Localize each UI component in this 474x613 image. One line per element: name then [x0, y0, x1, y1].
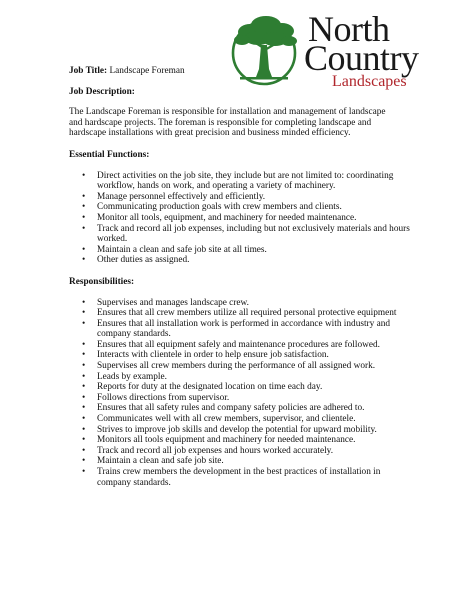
list-item-text: Maintain a clean and safe job site.	[97, 456, 224, 467]
list-item	[69, 213, 414, 224]
bullet-icon: •	[82, 371, 86, 382]
job-title-value: Landscape Foreman	[109, 66, 185, 76]
bullet-icon: •	[82, 403, 86, 414]
list-item-text: Ensures that all safety rules and company safety policies are adhered to.	[97, 403, 365, 414]
list-item-text: Communicates well with all crew members, supervisor, and clientele.	[97, 414, 356, 425]
bullet-icon: •	[82, 202, 86, 213]
list-item	[69, 192, 414, 203]
list-item	[69, 425, 414, 436]
list-item	[69, 319, 414, 340]
bullet-icon: •	[82, 297, 86, 308]
list-item-text: Track and record all job expenses, including but not exclusively materials and hours worked.	[97, 223, 410, 245]
list-item	[69, 308, 414, 319]
list-item-text: Trains crew members the development in the best practices of installation in company standards.	[97, 467, 381, 488]
list-item-text: Supervises and manages landscape crew.	[97, 297, 249, 308]
list-item-text: Reports for duty at the designated location on time each day.	[97, 382, 323, 393]
list-item	[69, 382, 414, 393]
list-item	[69, 298, 414, 309]
job-title-line	[69, 66, 414, 77]
list-item	[69, 414, 414, 425]
bullet-icon: •	[82, 424, 86, 435]
list-item-text: Manage personnel effectively and efficiently.	[97, 191, 266, 202]
list-item-text: Track and record all job expenses and hours worked accurately.	[97, 445, 334, 456]
list-item	[69, 361, 414, 372]
bullet-icon: •	[82, 191, 86, 202]
list-item-text: Follows directions from supervisor.	[97, 392, 230, 403]
bullet-icon: •	[82, 212, 86, 223]
list-item	[69, 467, 414, 488]
bullet-icon: •	[82, 350, 86, 361]
bullet-icon: •	[82, 392, 86, 403]
essential-functions-list	[69, 171, 414, 266]
list-item	[69, 202, 414, 213]
essential-functions-heading: Essential Functions:	[69, 149, 150, 160]
job-title-label: Job Title:	[69, 66, 108, 76]
list-item-text: Monitor all tools, equipment, and machinery for needed maintenance.	[97, 212, 357, 223]
list-item-text: Monitors all tools equipment and machinery for needed maintenance.	[97, 435, 356, 446]
list-item	[69, 446, 414, 457]
list-item	[69, 456, 414, 467]
job-description-heading: Job Description:	[69, 86, 135, 97]
list-item	[69, 403, 414, 414]
logo-company-name	[304, 9, 419, 78]
responsibilities-list	[69, 298, 414, 489]
list-item-text: Direct activities on the job site, they include but are not limited to: coordinating workflow, hands on work, and operating a variety of machinery.	[97, 170, 394, 192]
list-item	[69, 372, 414, 383]
bullet-icon: •	[82, 318, 86, 329]
list-item	[69, 435, 414, 446]
list-item-text: Leads by example.	[97, 371, 167, 382]
list-item-text: Other duties as assigned.	[97, 255, 190, 266]
bullet-icon: •	[82, 435, 86, 446]
bullet-icon: •	[82, 308, 86, 319]
bullet-icon: •	[82, 170, 86, 181]
bullet-icon: •	[82, 255, 86, 266]
list-item-text: Ensures that all crew members utilize all required personal protective equipment	[97, 308, 397, 319]
list-item-text: Strives to improve job skills and develop the potential for upward mobility.	[97, 424, 377, 435]
list-item	[69, 245, 414, 256]
list-item-text: Maintain a clean and safe job site at all times.	[97, 244, 267, 255]
bullet-icon: •	[82, 456, 86, 467]
bullet-icon: •	[82, 382, 86, 393]
list-item	[69, 393, 414, 404]
list-item-text: Ensures that all installation work is performed in accordance with industry and company standards.	[97, 318, 391, 340]
bullet-icon: •	[82, 467, 86, 477]
bullet-icon: •	[82, 445, 86, 456]
bullet-icon: •	[82, 361, 86, 372]
logo-subtitle: Landscapes	[332, 73, 407, 90]
bullet-icon: •	[82, 223, 86, 234]
logo-name-line2: Country	[304, 38, 419, 78]
list-item	[69, 171, 414, 192]
list-item-text: Interacts with clientele in order to help ensure job satisfaction.	[97, 350, 329, 361]
logo-name-line1: North	[308, 9, 390, 49]
list-item-text: Supervises all crew members during the performance of all assigned work.	[97, 361, 376, 372]
job-description-text: The Landscape Foreman is responsible for installation and management of landscape and hardscape projects. The foreman is responsible for completing landscape and hardscape installations with great precision and business minded efficiency.	[69, 107, 386, 139]
list-item-text: Communicating production goals with crew members and clients.	[97, 202, 342, 213]
bullet-icon: •	[82, 414, 86, 425]
responsibilities-heading: Responsibilities:	[69, 276, 135, 287]
bullet-icon: •	[82, 244, 86, 255]
list-item	[69, 340, 414, 351]
list-item-text: Ensures that all equipment safely and maintenance procedures are followed.	[97, 339, 380, 350]
job-document	[69, 66, 414, 499]
list-item	[69, 255, 414, 266]
list-item	[69, 350, 414, 361]
bullet-icon: •	[82, 339, 86, 350]
list-item	[69, 224, 414, 245]
